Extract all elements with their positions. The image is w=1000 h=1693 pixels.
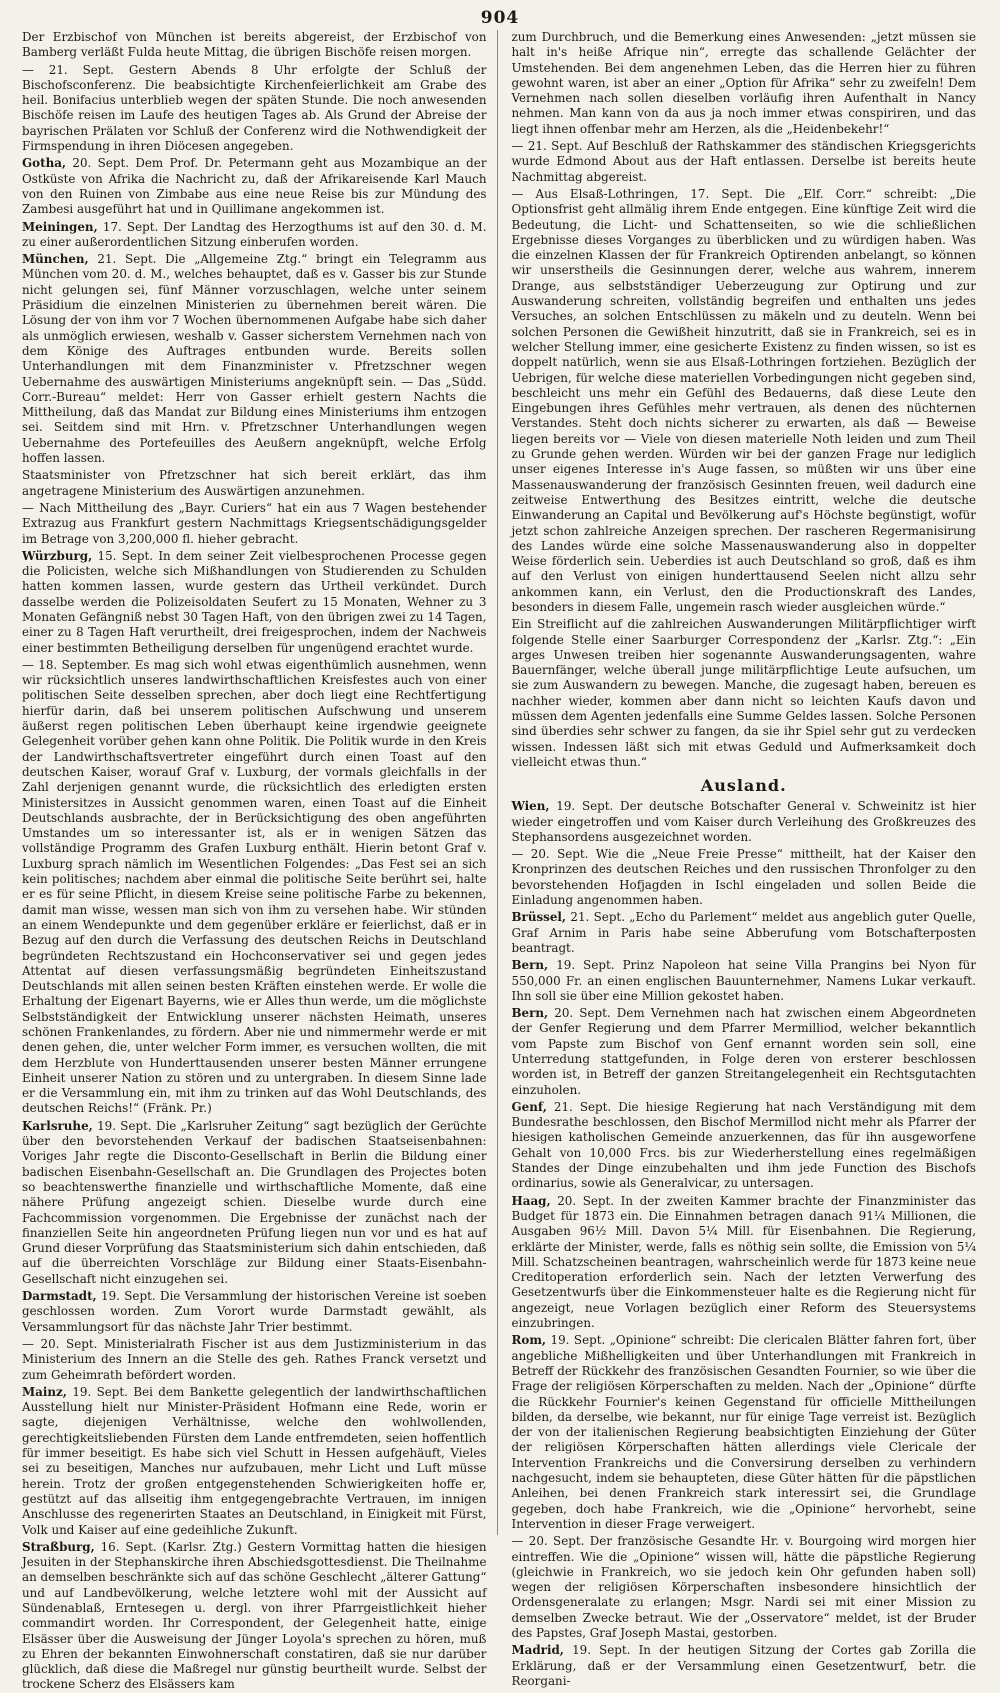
article-body: 21. Sept. Die hiesige Regierung hat nach Verständigung mit dem Bundesrathe beschlossen, den Bischof Mermillod nicht mehr als Pfarrer der hiesigen katholischen Gemeinde anzuerkennen, das für ihn ausgeworfene Gehalt von 10,000 Frcs. bis zur Wiederherstellung eines regelmäßigen Standes der Dinge einzubehalten und ihm jede Function des Bischofs ordinarius, sowie als Generalvicar, zu untersagen. (511, 1099, 976, 1191)
article-dateline: Straßburg, (22, 1539, 95, 1554)
article-body: zum Durchbruch, und die Bemerkung eines Anwesenden: „jetzt müssen sie halt in's heiße Afrique nin“, erregte das schallende Gelächter der Umstehenden. Bei dem angenehmen Leben, das die Herren hier zu führen gewohnt waren, ist aber an einer „Option für Afrika“ sehr zu zweifeln! Dem Vernehmen nach sollen dieselben vorläufig ihren Aufenthalt in Nancy nehmen. Man kann von da aus ja noch immer etwas conspiriren, und das liegt ihnen offenbar mehr am Herzen, als die „Heidenbekehr!“ (511, 30, 976, 136)
article-body: — Aus Elsaß-Lothringen, 17. Sept. Die „Elf. Corr.“ schreibt: „Die Optionsfrist geht allmälig ihrem Ende entgegen. Eine künftige Zeit wird die Bedeutung, die Licht- und Schattenseiten, so wie die schließlichen Ergebnisse dieses Vorganges zu überblicken und zu würdigen haben. Was die einzelnen Klassen der für Frankreich Optirenden anbelangt, so können wir unserstheils die Gesinnungen derer, welche aus wahrem, innerem Drange, aus selbstständiger Ueberzeugung zur Optirung und zur Auswanderung schreiten, vollständig begreifen und enthalten uns jedes Versuches, an solchen Entschlüssen zu mäkeln und zu deuteln. Wenn bei solchen Personen die Gewißheit hinzutritt, daß sie in Frankreich, sei es in welcher Stellung immer, eine gesicherte Existenz zu finden wissen, so ist es doppelt natürlich, wenn sie aus Elsaß-Lothringen fortziehen. Bezüglich der Uebrigen, für welche diese materiellen Vorbedingungen nicht gegeben sind, beschleicht uns mehr ein Gefühl des Bedauerns, daß diese Leute den Eingebungen ihres Gefühles mehr vertrauen, als denen des nüchternen Verstandes. Steht doch nichts sicherer zu erwarten, als daß — Beweise liegen bereits vor — Viele von diesen materielle Noth leiden und zum Theil zu Grunde gehen werden. Würden wir bei der ganzen Frage nur lediglich unser eigenes Interesse in's Auge fassen, so müßten wir uns über eine Massenauswanderung der französisch Gesinnten freuen, weil dadurch eine zeitweise Entwerthung des Besitzes eintritt, welche die deutsche Einwanderung an Capital und Bevölkerung auf's Höchste begünstigt, wofür jetzt schon zahlreiche Anzeigen sprechen. Der rascheren Regermanisirung des Landes würde eine solche Massenauswanderung also in doppelter Weise förderlich sein. Ueberdies ist auch Deutschland so groß, daß es ihm auf den Verlust von einigen hunderttausend Seelen nicht allzu sehr ankommen kann, ein Verlust, den die Productionskraft des Landes, besonders in diesem Falle, ungemein rasch wieder ausgleichen würde.“ (511, 186, 976, 614)
article-dateline: Genf, (511, 1099, 547, 1114)
left-column (22, 30, 498, 1692)
article (512, 1534, 977, 1641)
article (22, 549, 487, 656)
article (512, 1100, 977, 1192)
article-body: 19. Sept. In der heutigen Sitzung der Cortes gab Zorilla die Erklärung, daß er der Versammlung einen Gesetzentwurf, betr. die Reorgani- (511, 1643, 977, 1688)
article (512, 617, 977, 770)
article (512, 1006, 977, 1098)
article-body: 20. Sept. Dem Vernehmen nach hat zwischen einem Abgeordneten der Genfer Regierung und dem Pfarrer Mermilliod, welcher bekanntlich vom Papste zum Bischof von Genf ernannt worden sein soll, eine Unterredung stattgefunden, in Folge deren von ersterer beschlossen worden ist, in Betreff der ganzen Streitangelegenheit ein Rechtsgutachten einzuholen. (511, 1006, 976, 1097)
section-heading-ausland: Ausland. (700, 776, 787, 796)
article-body: — 21. Sept. Auf Beschluß der Rathskammer des ständischen Kriegsgerichts wurde Edmond About aus der Haft entlassen. Derselbe ist bereits heute Nachmittag abgereist. (511, 139, 976, 184)
article (22, 156, 487, 217)
left-article-list (22, 30, 487, 1693)
article-body: 16. Sept. (Karlsr. Ztg.) Gestern Vormittag hatten die hiesigen Jesuiten in der Stephanskirche ihren Abschiedsgottesdienst. Die Theilnahme an demselben beschränkte sich auf das schöne Geschlecht „älterer Gattung“ und auf Landbevölkerung, welche letztere wohl mit der Aussicht auf Sündenablaß, Erntesegen u. dergl. von ihrer Pfarrgeistlichkeit hieher commandirt worden. Ihr Correspondent, der Gelegenheit hatte, einige Elsässer über die Ausweisung der Jünger Loyola's sprechen zu hören, muß zu Ehren der bekannten Einwohnerschaft constatiren, daß sie nur darüber glücklich, daß diese die Maßregel nur günstig beurtheilt wurde. Selbst der trockene Scherz des Elsässers kam (22, 1539, 487, 1692)
article (22, 1540, 487, 1693)
right-top-article-list (512, 30, 977, 770)
article-body: 20. Sept. Dem Prof. Dr. Petermann geht aus Mozambique an der Ostküste von Afrika die Nachricht zu, daß der Afrikareisende Karl Mauch von den Ruinen von Zimbabe aus eine neue Reise bis zur Mündung des Zambesi ausgeführt hat und in Quillimane angekommen ist. (22, 156, 487, 217)
article (512, 139, 977, 185)
article-body: 19. Sept. Die „Karlsruher Zeitung“ sagt bezüglich der Gerüchte über den bevorstehenden Verkauf der badischen Staatseisenbahnen: Voriges Jahr regte die Disconto-Gesellschaft in Berlin die Bildung einer badischen Eisenbahn-Gesellschaft an. Die Grundlagen des Projectes boten so beachtenswerthe finanzielle und wirthschaftliche Momente, daß eine nähere Prüfung angezeigt schien. Dieselbe wurde durch eine Fachcommission vorgenommen. Die Ergebnisse der zunächst nach der finanziellen Seite hin angeordneten Prüfung liegen nun vor und es hat auf Grund dieser Vorprüfung das Staatsministerium sich dahin entschieden, daß auf die überreichten Vorschläge zur Bildung einer Staats-Eisenbahn-Gesellschaft nicht einzugehen sei. (22, 1118, 487, 1286)
article (22, 501, 487, 547)
article (22, 63, 487, 155)
article-body: — Nach Mittheilung des „Bayr. Curiers“ hat ein aus 7 Wagen bestehender Extrazug aus Frankfurt gestern Nachmittags Kriegsentschädigungsgelder im Betrage von 3,200,000 fl. hieher gebracht. (22, 500, 487, 546)
article (22, 658, 487, 1117)
article (512, 847, 977, 908)
article-body: — 21. Sept. Gestern Abends 8 Uhr erfolgte der Schluß der Bischofsconferenz. Die beabsichtigte Kirchenfeierlichkeit am Grabe des heil. Bonifacius unterblieb wegen der späten Stunde. Die noch anwesenden Bischöfe reisen im Laufe des heutigen Tages ab. Als Grund der Abreise der bayrischen Prälaten vor Schluß der Conferenz wird die Nothwendigkeit der Firmspendung in ihren Diöcesen angegeben. (22, 62, 487, 154)
right-column (511, 30, 977, 1688)
right-bottom-article-list (512, 799, 977, 1689)
article (22, 1337, 487, 1383)
article-body: 21. Sept. Die „Allgemeine Ztg.“ bringt ein Telegramm aus München vom 20. d. M., welches behauptet, daß es v. Gasser bis zur Stunde nicht gelungen sei, fünf Männer vorzuschlagen, welche unter seinem Präsidium die einzelnen Ministerien zu übernehmen bereit wären. Die Lösung der von ihm vor 7 Wochen übernommenen Aufgabe habe sich daher als unmöglich erwiesen, weshalb v. Gasser sicherstem Vernehmen nach von dem Könige des Auftrages entbunden wurde. Bereits sollen Unterhandlungen mit dem Finanzminister v. Pfretzschner wegen Uebernahme des auswärtigen Ministeriums angeknüpft sein. — Das „Südd. Corr.-Bureau“ meldet: Herr von Gasser erhielt gestern Nachts die Mittheilung, daß das Mandat zur Bildung eines Ministeriums ihm entzogen sei. Seitdem sind mit Hrn. v. Pfretzschner Unterhandlungen wegen Uebernahme des Portefeuilles des Aeußern angeknüpft, welche Erfolg hoffen lassen. (22, 252, 487, 466)
article-body: 17. Sept. Der Landtag des Herzogthums ist auf den 30. d. M. zu einer außerordentlichen Sitzung einberufen worden. (22, 219, 487, 249)
article-dateline: Madrid, (511, 1643, 564, 1658)
article-body: — 20. Sept. Wie die „Neue Freie Presse“ mittheilt, hat der Kaiser den Kronprinzen des deutschen Reiches und den russischen Thronfolger zu den bevorstehenden Hofjagden in Ischl eingeladen und sollen Beide die Einladung angenommen haben. (511, 847, 976, 908)
article-dateline: Bern, (511, 958, 549, 973)
article-body: Ein Streiflicht auf die zahlreichen Auswanderungen Militärpflichtiger wirft folgende Stelle einer Saarburger Correspondenz der „Karlsr. Ztg.“: „Ein arges Unwesen treiben hier sogenannte Auswanderungsagenten, wahre Bauernfänger, welche überall junge militärpflichtige Leute aufsuchen, um sie zum Auswandern zu bewegen. Manche, die zugesagt haben, bereuen es nachher wieder, kommen aber dann nicht so leichten Kaufs davon und müssen dem Agenten jedenfalls eine Summe Geldes lassen. Solche Personen sind überdies sehr schwer zu fangen, da sie ihr Spiel sehr gut zu verdecken wissen. Indessen läßt sich mit etwas Geduld und Aufmerksamkeit doch vielleicht etwas thun.“ (511, 617, 976, 769)
article (512, 187, 977, 615)
article-body: 20. Sept. In der zweiten Kammer brachte der Finanzminister das Budget für 1873 ein. Die Einnahmen betragen danach 91¼ Millionen, die Ausgaben 96½ Mill. Davon 5¼ Mill. für Eisenbahnen. Die Regierung, erklärte der Minister, werde, falls es nöthig sein sollte, die Emission von 5¼ Mill. Schatzscheinen beantragen, wahrscheinlich werde für 1873 keine neue Creditoperation erforderlich sein. Nach der letzten Verwerfung des Gesetzentwurfs über die Einkommensteuer halte es die Regierung nicht für angezeigt, neue Vorlagen bezüglich einer Reform des Steuersystems einzubringen. (511, 1193, 976, 1331)
article (512, 1333, 977, 1532)
article-body: — 20. Sept. Der französische Gesandte Hr. v. Bourgoing wird morgen hier eintreffen. Wie die „Opinione“ wissen will, hätte die päpstliche Regierung (gleichwie in Frankreich, wo sie jedoch kein Ohr gefunden haben soll) wegen der religiösen Körperschaften insbesondere hinsichtlich der Ordensgeneralate zu erlangen; Msgr. Nardi sei mit einer Mission zu demselben Zwecke betraut. Wie der „Osservatore“ meldet, ist der Bruder des Papstes, Graf Joseph Mastai, gestorben. (511, 1534, 976, 1640)
article (22, 1385, 487, 1538)
article-dateline: Darmstadt, (22, 1289, 97, 1304)
article (512, 799, 977, 845)
columns (22, 30, 977, 1692)
article-body: 19. Sept. Prinz Napoleon hat seine Villa Prangins bei Nyon für 550,000 Fr. an einen englischen Bauunternehmer, Namens Lukar verkauft. Ihn soll sie über eine Million gekostet haben. (511, 958, 976, 1003)
article-dateline: Rom, (511, 1333, 547, 1348)
article-dateline: Wien, (511, 799, 550, 814)
article-body: 19. Sept. Der deutsche Botschafter General v. Schweinitz ist hier wieder eingetroffen und vom Kaiser durch Verleihung des Großkreuzes des Stephansordens ausgezeichnet worden. (511, 799, 976, 844)
article (22, 30, 487, 61)
article-dateline: Würzburg, (22, 548, 93, 563)
article (512, 1643, 977, 1689)
article-body: 15. Sept. In dem seiner Zeit vielbesprochenen Processe gegen die Policisten, welche sich Mißhandlungen von Studierenden zu Schulden hatten kommen lassen, wurde gestern das Urtheil verkündet. Durch dasselbe werden die Polizeisoldaten Seufert zu 15 Monaten, Wehner zu 3 Monaten Gefängniß nebst 30 Tagen Haft, von den übrigen zwei zu 14 Tagen, einer zu 8 Tagen Haft verurtheilt, drei freigesprochen, indem der Nachweis einer bestimmten Betheiligung derselben für ungenügend erachtet wurde. (22, 548, 487, 655)
article-body: — 18. September. Es mag sich wohl etwas eigenthümlich ausnehmen, wenn wir rücksichtlich unseres landwirthschaftlichen Kreisfestes auch von einer politischen Seite desselben sprechen, aber doch liegt eine Rechtfertigung hierfür darin, daß bei unserem politischen Aufschwung und unserem äußerst regen politischen Leben überhaupt keine irgendwie geeignete Gelegenheit vorüber gehen kann ohne Politik. Die Politik wurde in den Kreis der Landwirthschaftsvertreter eingeführt durch einen Toast auf den deutschen Kaiser, worauf Graf v. Luxburg, der vormals gleichfalls in der Zahl derjenigen genannt wurde, die rücksichtlich des erledigten ersten Ministersitzes in Aussicht genommen waren, einen Toast auf die Einheit Deutschlands ausbrachte, der in Berücksichtigung des oben angeführten Umstandes um so interessanter ist, als er in wenigen Sätzen das vollständige Programm des Grafen Luxburg enthält. Hierin betont Graf v. Luxburg sprach nämlich im Wesentlichen Folgendes: „Das Fest sei an sich kein politisches; nachdem aber einmal die politische Seite berührt sei, halte er es für seine Pflicht, in diesem Kreise seine politische Farbe zu bekennen, damit man wisse, wessen man sich von ihm zu versehen habe. Wir stünden an einem Wendepunkte und dem gegenüber erkläre er feierlichst, daß er in Bezug auf den durch die Verfassung des deutschen Reichs in Deutschland begründeten Rechtszustand ein Hochconservativer sei und gegen jedes Attentat auf diesen verfassungsmäßig begründeten Einheitszustand Deutschlands mit allen seinen besten Kräften einstehen werde. Er wolle die Erhaltung der Eigenart Bayerns, wie er Alles thun werde, um die möglichste Selbstständigkeit der Entwicklung unserer nächsten Heimath, unseres schönen Frankenlandes, zu fördern. Aber nie und nimmermehr werde er mit denen gehen, die, unter welcher Form immer, es versuchen wollten, die mit dem Herzblute von Hunderttausenden unserer besten Männer errungene Einheit unserer Nation zu stören und zu untergraben. In diesem Sinne lade er die Versammlung ein, mit ihm zu trinken auf das Wohl Deutschlands, des deutschen Reichs!“ (Fränk. Pr.) (22, 657, 487, 1116)
article (512, 1194, 977, 1332)
article-dateline: Karlsruhe, (22, 1118, 93, 1133)
article (22, 468, 487, 499)
article-body: 19. Sept. „Opinione“ schreibt: Die clericalen Blätter fahren fort, über angebliche Mißhelligkeiten und über Unterhandlungen mit Frankreich in Betreff der Rückkehr des französischen Gesandten Fournier, so wie über die Frage der religiösen Körperschaften zu melden. Nach der „Opinione“ dürfte die Rückkehr Fournier's keinen Gegenstand für officielle Mittheilungen bilden, da derselbe, wie bekannt, nur für einige Tage verreist ist. Bezüglich der von der italienischen Regierung beabsichtigten Einziehung der Güter der religiösen Körperschaften hätten allerdings viele Clericale der Intervention Frankreichs und die Conversirung derselben zu verhindern nachgesucht, indem sie behaupteten, diese Güter hätten für die päpstlichen Anleihen, bei denen Frankreich stark interessirt sei, die Grundlage gegeben, doch habe Frankreich, wie die „Opinione“ hervorhebt, seine Intervention in dieser Frage verweigert. (511, 1333, 976, 1531)
article-body: — 20. Sept. Ministerialrath Fischer ist aus dem Justizministerium in das Ministerium des Innern an die Stelle des geh. Rathes Franck versetzt und zum Geheimrath befördert worden. (22, 1336, 487, 1382)
article-dateline: München, (22, 252, 89, 267)
article-dateline: Meiningen, (22, 219, 98, 234)
article-body: 19. Sept. Bei dem Bankette gelegentlich der landwirthschaftlichen Ausstellung hielt nur Minister-Präsident Hofmann eine Rede, worin er sagte, diejenigen Verhältnisse, welche den wohlwollenden, gerechtigkeitsliebenden Fürsten dem Lande entfremdeten, seien hoffentlich für immer beseitigt. Es habe sich viel Schutt in Hessen aufgehäuft, Vieles sei zu beseitigen, Manches nur aufzubauen, mehr Licht und Luft müsse herein. Trotz der großen entgegenstehenden Schwierigkeiten hoffe er, gestützt auf das allseitig ihm entgegengebrachte Vertrauen, im innigen Anschlusse des regenerirten Staates an Deutschland, in Einigkeit mit Fürst, Volk und Kaiser auf eine gedeihliche Zukunft. (22, 1384, 487, 1537)
article-dateline: Bern, (511, 1006, 549, 1021)
article (22, 1119, 487, 1287)
article-body: Staatsminister von Pfretzschner hat sich bereit erklärt, das ihm angetragene Ministerium des Auswärtigen anzunehmen. (22, 468, 487, 498)
article-body: Der Erzbischof von München ist bereits abgereist, der Erzbischof von Bamberg verläßt Fulda heute Mittag, die übrigen Bischöfe reisen morgen. (22, 30, 487, 60)
article (512, 910, 977, 956)
article (22, 252, 487, 466)
article-dateline: Brüssel, (511, 910, 567, 925)
article-dateline: Haag, (511, 1193, 551, 1208)
article (512, 958, 977, 1004)
article (512, 30, 977, 137)
page-number: 904 (480, 8, 520, 28)
article (22, 220, 487, 251)
article-dateline: Mainz, (22, 1384, 67, 1399)
article (22, 1289, 487, 1335)
article-body: 21. Sept. „Echo du Parlement“ meldet aus angeblich guter Quelle, Graf Arnim in Paris habe seine Abberufung vom Botschafterposten beantragt. (511, 910, 976, 955)
article-body: 19. Sept. Die Versammlung der historischen Vereine ist soeben geschlossen worden. Zum Vorort wurde Darmstadt gewählt, als Versammlungsort für das nächste Jahr Trier bestimmt. (22, 1289, 487, 1334)
article-dateline: Gotha, (22, 156, 67, 171)
